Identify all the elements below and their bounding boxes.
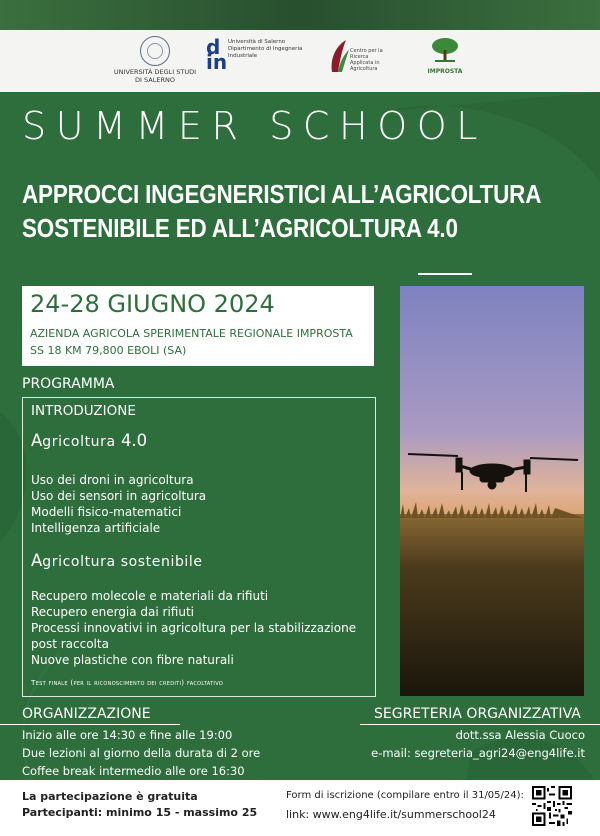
programme-item: Processi innovativi in agricoltura per la stabilizzazione [31, 621, 357, 635]
unisa-seal-icon [140, 36, 170, 66]
registration-link[interactable]: link: www.eng4life.it/summerschool24 [286, 808, 496, 821]
unisa-logo-text: UNIVERSITÀ DEGLI STUDI DI SALERNO [113, 68, 197, 84]
subtitle-line-2: SOSTENIBILE ED ALL’AGRICOLTURA 4.0 [22, 215, 458, 243]
event-date: 24-28 GIUGNO 2024 [30, 290, 275, 318]
divider-line [418, 273, 472, 275]
event-title: SUMMER SCHOOL [22, 104, 488, 148]
registration-form-note: Form di iscrizione (compilare entro il 31/05/24): [286, 790, 524, 801]
organization-heading: ORGANIZZAZIONE [22, 706, 151, 722]
section-heading-agri-4: Agricoltura 4.0 [31, 431, 148, 450]
organization-line: Inizio alle ore 14:30 e fine alle 19:00 [22, 728, 233, 742]
programme-intro: INTRODUZIONE [31, 403, 136, 419]
programme-item: Intelligenza artificiale [31, 521, 161, 535]
event-subtitle [22, 178, 541, 246]
secretariat-name: dott.ssa Alessia Cuoco [455, 728, 585, 742]
event-address: SS 18 KM 79,800 EBOLI (SA) [30, 344, 187, 357]
programme-heading: PROGRAMMA [22, 376, 115, 392]
programme-item: Recupero energia dai rifiuti [31, 605, 195, 619]
footer [0, 780, 600, 836]
organization-line: Due lezioni al giorno della durata di 2 ore [22, 746, 261, 760]
header-leaf-band [0, 0, 600, 30]
secretariat-email[interactable]: e-mail: segreteria_agri24@eng4life.it [371, 746, 585, 760]
participants-limit: Partecipanti: minimo 15 - massimo 25 [22, 806, 258, 819]
section-heading-agri-sostenibile: Agricoltura sostenibile [31, 551, 203, 570]
logo-header [0, 0, 600, 92]
programme-item: Modelli fisico-matematici [31, 505, 182, 519]
programme-item: post raccolta [31, 637, 109, 651]
organization-line: Coffee break intermedio alle ore 16:30 [22, 764, 245, 778]
improsta-logo-text: IMPROSTA [427, 68, 463, 75]
din-logo-text: Università di Salerno Dipartimento di Ingegneria Industriale [228, 39, 303, 59]
crea-logo-text: Centro per la Ricerca Applicata in Agricoltura [350, 48, 383, 72]
organization-underline [0, 724, 180, 725]
subtitle-line-1: APPROCCI INGEGNERISTICI ALL’AGRICOLTURA [22, 181, 542, 209]
date-box [22, 286, 374, 366]
programme-item: Recupero molecole e materiali da rifiuti [31, 589, 269, 603]
programme-item: Uso dei droni in agricoltura [31, 473, 194, 487]
final-test-note: Test finale (per il riconoscimento dei crediti) facoltativo [31, 678, 224, 687]
secretariat-underline [360, 724, 600, 725]
programme-item: Uso dei sensori in agricoltura [31, 489, 207, 503]
tree-icon [430, 36, 460, 64]
programme-item: Nuove plastiche con fibre naturali [31, 653, 234, 667]
participation-free: La partecipazione è gratuita [22, 790, 198, 803]
unisa-logo [110, 36, 200, 84]
qr-code-icon[interactable] [532, 786, 572, 826]
programme-box [22, 397, 376, 697]
secretariat-heading: SEGRETERIA ORGANIZZATIVA [374, 706, 581, 722]
crea-leaf-icon [328, 36, 350, 76]
din-logo-mark: d in [206, 35, 228, 74]
improsta-logo [420, 36, 470, 75]
drone-field-photo [400, 286, 584, 696]
event-venue: AZIENDA AGRICOLA SPERIMENTALE REGIONALE IMPROSTA [30, 327, 353, 340]
